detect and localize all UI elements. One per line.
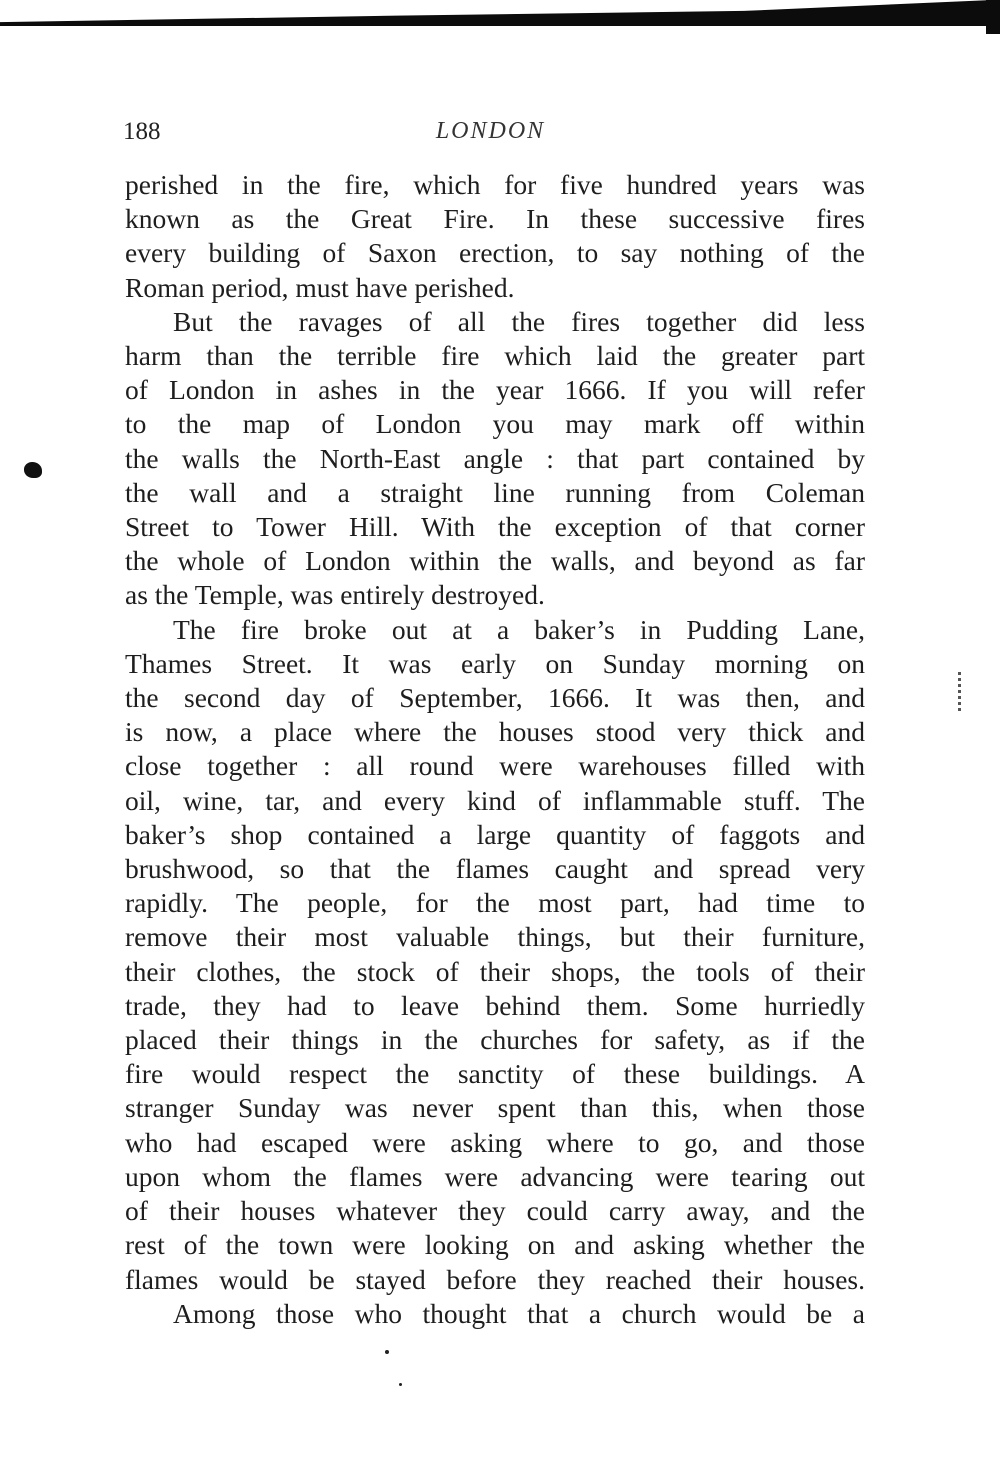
text-line: The fire broke out at a baker’s in Pudding Lane, [173,613,865,645]
text-line: of London in ashes in the year 1666. If you will refer [125,374,865,406]
text-line: fire would respect the sanctity of these buildings. A [125,1058,865,1090]
text-line: known as the Great Fire. In these successive fires [125,203,865,235]
text-line: remove their most valuable things, but their furniture, [125,921,865,953]
margin-speck-mark [958,672,961,712]
text-line: trade, they had to leave behind them. Some hurriedly [125,989,865,1021]
text-line: is now, a place where the houses stood very thick and [125,716,865,748]
text-line: Roman period, must have perished. [125,271,515,303]
text-line: the second day of September, 1666. It was then, and [125,682,865,714]
text-line: the wall and a straight line running from Coleman [125,476,865,508]
body-text [125,168,865,1331]
text-line: harm than the terrible fire which laid the greater part [125,340,865,372]
page-header [123,118,858,148]
ink-blot-mark [24,462,42,478]
text-line: Among those who thought that a church would be a [173,1297,865,1329]
text-line: rest of the town were looking on and asking whether the [125,1229,865,1261]
text-line: Thames Street. It was early on Sunday morning on [125,647,865,679]
scan-border-corner [986,0,1000,34]
text-line: But the ravages of all the fires together did less [173,305,865,337]
text-line: as the Temple, was entirely destroyed. [125,579,545,611]
text-line: oil, wine, tar, and every kind of inflammable stuff. The [125,784,865,816]
text-line: upon whom the flames were advancing were tearing out [125,1160,865,1192]
text-line: flames would be stayed before they reached their houses. [125,1263,865,1295]
text-line: to the map of London you may mark off within [125,408,865,440]
text-line: rapidly. The people, for the most part, had time to [125,887,865,919]
text-line: their clothes, the stock of their shops, the tools of their [125,955,865,987]
text-line: the whole of London within the walls, and beyond as far [125,545,865,577]
text-line: Street to Tower Hill. With the exception of that corner [125,511,865,543]
page-number: 188 [123,118,161,145]
ink-speck [385,1350,389,1354]
text-line: every building of Saxon erection, to say nothing of the [125,237,865,269]
text-line: brushwood, so that the flames caught and spread very [125,853,865,885]
text-line: stranger Sunday was never spent than this, when those [125,1092,865,1124]
text-line: close together : all round were warehouses filled with [125,750,865,782]
scan-border-top [0,0,992,26]
text-line: baker’s shop contained a large quantity of faggots and [125,818,865,850]
text-line: the walls the North-East angle : that part contained by [125,442,865,474]
text-line: of their houses whatever they could carry away, and the [125,1195,865,1227]
text-line: perished in the fire, which for five hundred years was [125,169,865,200]
text-line: placed their things in the churches for safety, as if the [125,1024,865,1056]
ink-speck [399,1383,402,1386]
text-line: who had escaped were asking where to go, and those [125,1126,865,1158]
running-title: LONDON [435,118,546,144]
